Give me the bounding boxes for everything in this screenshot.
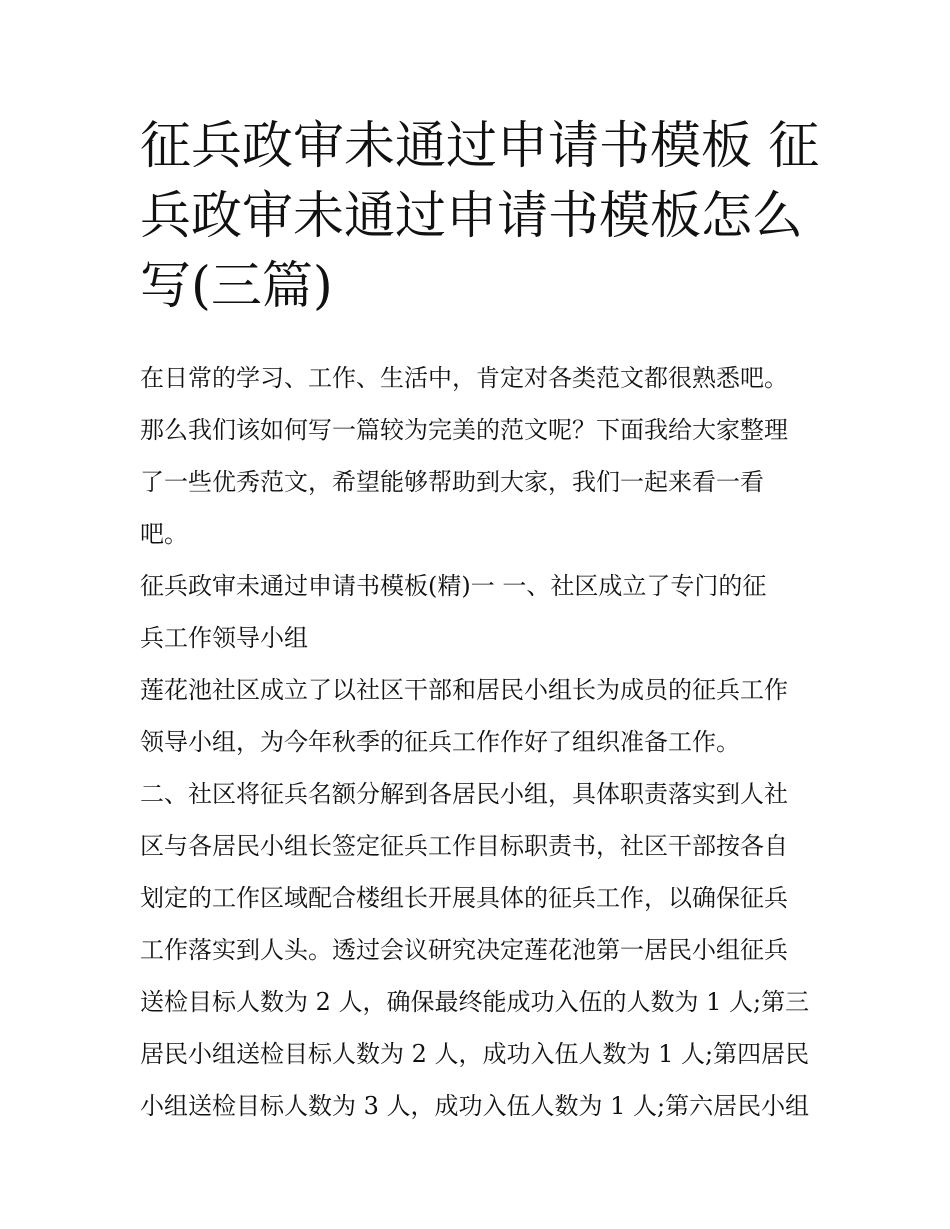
text-line: 在日常的学习、工作、生活中，肯定对各类范文都很熟悉吧。 [140,364,788,392]
paragraph-section-one [140,560,820,664]
text-line: 送检目标人数为 2 人，确保最终能成功入伍的人数为 1 人;第三 [140,988,810,1016]
text-line: 那么我们该如何写一篇较为完美的范文呢？下面我给大家整理 [140,416,788,444]
document-title [140,112,820,322]
text-line: 领导小组，为今年秋季的征兵工作作好了组织准备工作。 [140,728,740,756]
text-line: 小组送检目标人数为 3 人，成功入伍人数为 1 人;第六居民小组 [140,1092,810,1120]
title-line: 写(三篇) [140,257,333,316]
paragraph-intro [140,352,820,560]
document-body [140,352,820,1132]
text-line: 了一些优秀范文，希望能够帮助到大家，我们一起来看一看 [140,468,764,496]
text-line: 划定的工作区域配合楼组长开展具体的征兵工作，以确保征兵 [140,884,788,912]
text-line: 区与各居民小组长签定征兵工作目标职责书，社区干部按各自 [140,832,788,860]
text-line: 莲花池社区成立了以社区干部和居民小组长为成员的征兵工作 [140,676,788,704]
title-line: 兵政审未通过申请书模板怎么 [140,187,804,246]
text-line: 吧。 [140,520,188,548]
text-line: 居民小组送检目标人数为 2 人，成功入伍人数为 1 人;第四居民 [140,1040,810,1068]
text-line: 征兵政审未通过申请书模板(精)一 一、社区成立了专门的征 [140,572,767,600]
text-line: 工作落实到人头。透过会议研究决定莲花池第一居民小组征兵 [140,936,788,964]
paragraph-leadership-group [140,664,820,768]
title-line: 征兵政审未通过申请书模板 征 [140,117,820,176]
text-line: 二、社区将征兵名额分解到各居民小组，具体职责落实到人社 [140,780,788,808]
paragraph-section-two [140,768,820,1132]
text-line: 兵工作领导小组 [140,624,308,652]
